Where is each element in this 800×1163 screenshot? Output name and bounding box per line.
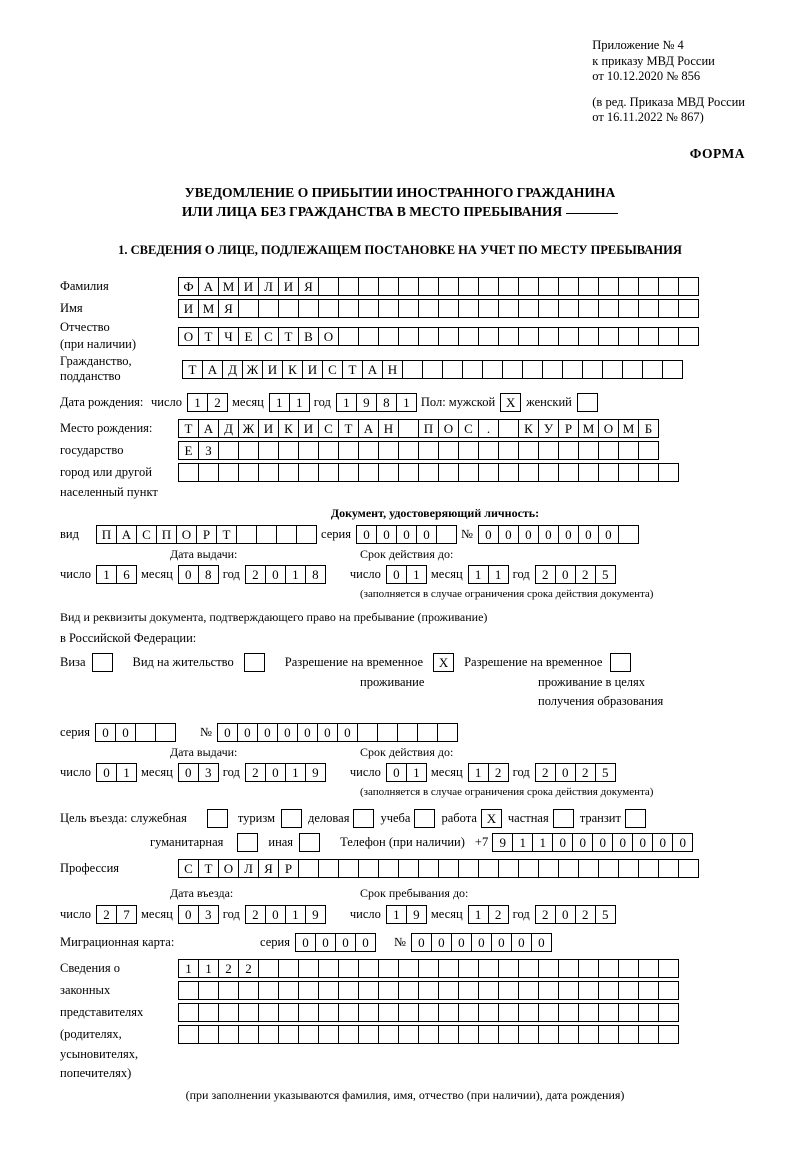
birthplace-input-row1[interactable]: Т А Д Ж И К И С Т А Н П О С . К У Р М О М Б	[178, 419, 658, 438]
purpose-service-checkbox[interactable]	[207, 809, 228, 828]
sex-female-label: женский	[526, 394, 572, 409]
row-doc-type	[60, 524, 750, 544]
form-word: ФОРМА	[689, 146, 745, 161]
purpose-other-checkbox[interactable]	[299, 833, 320, 852]
legal-rep-label-3: представителях	[60, 1004, 144, 1019]
stay-until-label: Срок пребывания до:	[360, 885, 469, 900]
stay-day-label: число	[349, 906, 381, 921]
row-doc-fill-note	[60, 586, 750, 602]
sex-male-label: Пол: мужской	[420, 394, 496, 409]
permit-number-input[interactable]: 0 0 0 0 0 0 0	[217, 723, 457, 742]
purpose-humanitarian-checkbox[interactable]	[237, 833, 258, 852]
doc-issue-day-label: число	[60, 566, 92, 581]
doc-fill-note: (заполняется в случае ограничения срока действия документа)	[360, 588, 654, 600]
legal-rep-label-5: усыновителях,	[60, 1047, 139, 1061]
phone-label: Телефон (при наличии)	[340, 834, 465, 849]
title-line-1: УВЕДОМЛЕНИЕ О ПРИБЫТИИ ИНОСТРАННОГО ГРАЖДАНИНА	[184, 185, 616, 200]
migration-card-label: Миграционная карта:	[60, 934, 175, 949]
header-line-4: (в ред. Приказа МВД России	[592, 94, 745, 109]
citizenship-label-line1: Гражданство,	[60, 354, 132, 368]
doc-valid-month-label: месяц	[430, 566, 463, 581]
row-legal-rep-2	[60, 980, 750, 1000]
row-birthplace-1	[60, 418, 750, 438]
purpose-service-label: Цель въезда: служебная	[60, 810, 187, 825]
doc-series-label: серия	[321, 526, 351, 541]
stay-day-input[interactable]: 1 9	[386, 905, 426, 924]
temp-residence-checkbox[interactable]: Х	[433, 653, 454, 672]
row-permit-date-labels	[60, 744, 750, 760]
row-migration-card	[60, 932, 750, 952]
permit-issue-month-input[interactable]: 0 3	[178, 763, 218, 782]
entry-day-input[interactable]: 2 7	[96, 905, 136, 924]
row-profession	[60, 858, 750, 878]
document-header	[592, 38, 745, 126]
doc-number-input[interactable]: 0 0 0 0 0 0 0	[478, 525, 638, 544]
phone-prefix: +7	[474, 834, 489, 849]
legal-rep-label-2: законных	[60, 982, 111, 997]
identity-doc-header: Документ, удостоверяющий личность:	[330, 506, 540, 520]
legal-rep-input-row3[interactable]	[178, 1003, 678, 1022]
row-name	[60, 298, 750, 318]
temp-residence-label-line2: проживание	[360, 675, 425, 689]
purpose-tourism-checkbox[interactable]	[281, 809, 302, 828]
permit-issue-day-label: число	[60, 764, 92, 779]
residence-permit-label: Вид на жительство	[132, 654, 234, 669]
permit-issue-month-label: месяц	[141, 764, 173, 779]
stay-year-input[interactable]: 2 0 2 5	[535, 905, 615, 924]
sex-male-checkbox[interactable]: Х	[500, 393, 521, 412]
birth-year-label: год	[313, 394, 331, 409]
permit-issue-year-input[interactable]: 2 0 1 9	[245, 763, 325, 782]
stay-month-label: месяц	[430, 906, 463, 921]
permit-header-line2: в Российской Федерации:	[60, 631, 197, 645]
permit-valid-month-input[interactable]: 1 2	[468, 763, 508, 782]
row-purpose-2	[60, 832, 750, 852]
row-purpose-1	[60, 808, 750, 828]
birth-year-input[interactable]: 1 9 8 1	[336, 393, 416, 412]
header-line-2: к приказу МВД России	[592, 53, 715, 68]
purpose-work-label: работа	[441, 810, 477, 825]
row-permit-series	[60, 722, 750, 742]
title-blank-line	[566, 213, 618, 214]
legal-rep-label-1: Сведения о	[60, 960, 120, 975]
edu-residence-label-line3: получения образования	[538, 694, 664, 708]
edu-residence-label: Разрешение на временное	[464, 654, 603, 669]
phone-input[interactable]: 9 1 1 0 0 0 0 0 0 0	[492, 833, 692, 852]
patronymic-sublabel: (при наличии)	[60, 337, 137, 351]
patronymic-label: Отчество	[60, 320, 110, 334]
residence-permit-checkbox[interactable]	[244, 653, 265, 672]
doc-issue-day-input[interactable]: 1 6	[96, 565, 136, 584]
legal-rep-input-row2[interactable]	[178, 981, 678, 1000]
section-1-title: 1. СВЕДЕНИЯ О ЛИЦЕ, ПОДЛЕЖАЩЕМ ПОСТАНОВКЕ НА УЧЕТ ПО МЕСТУ ПРЕБЫВАНИЯ	[118, 243, 682, 257]
purpose-other-label: иная	[268, 834, 294, 849]
stay-month-input[interactable]: 1 2	[468, 905, 508, 924]
visa-checkbox[interactable]	[92, 653, 113, 672]
purpose-work-checkbox[interactable]: Х	[481, 809, 502, 828]
row-permit-type	[60, 652, 750, 672]
temp-residence-label: Разрешение на временное	[284, 654, 424, 669]
row-birthplace-2	[60, 440, 750, 460]
row-permit-fill-note	[60, 784, 750, 800]
permit-issue-year-label: год	[222, 764, 240, 779]
permit-series-input[interactable]: 0 0	[95, 723, 175, 742]
entry-day-label: число	[60, 906, 92, 921]
surname-label: Фамилия	[60, 278, 109, 293]
purpose-transit-label: транзит	[579, 810, 621, 825]
birth-day-label: число	[151, 394, 183, 409]
permit-valid-month-label: месяц	[430, 764, 463, 779]
purpose-transit-checkbox[interactable]	[625, 809, 646, 828]
edu-residence-label-line2: проживание в целях	[538, 675, 646, 689]
birth-day-input[interactable]: 1 2	[187, 393, 227, 412]
purpose-business-label: деловая	[308, 810, 350, 825]
header-line-1: Приложение № 4	[592, 38, 684, 52]
legal-rep-input-row1[interactable]: 1 1 2 2	[178, 959, 678, 978]
profession-input[interactable]: С Т О Л Я Р	[178, 859, 698, 878]
legal-rep-input-row4[interactable]	[178, 1025, 678, 1044]
birthplace-input-row2[interactable]: Е З	[178, 441, 658, 460]
legal-rep-label-4: (родителях,	[60, 1026, 122, 1041]
purpose-study-label: учеба	[380, 810, 411, 825]
doc-number-label: №	[460, 526, 473, 541]
stay-year-label: год	[512, 906, 530, 921]
doc-type-label: вид	[60, 526, 79, 541]
permit-issue-day-input[interactable]: 0 1	[96, 763, 136, 782]
citizenship-label-line2: подданство	[60, 369, 121, 383]
purpose-tourism-label: туризм	[237, 810, 276, 825]
profession-label: Профессия	[60, 860, 120, 875]
legal-rep-label-6: попечителях)	[60, 1066, 132, 1080]
birth-month-input[interactable]: 1 1	[269, 393, 309, 412]
name-input[interactable]: И М Я	[178, 299, 698, 318]
purpose-humanitarian-label: гуманитарная	[150, 834, 224, 849]
edu-residence-checkbox[interactable]	[610, 653, 631, 672]
entry-date-label: Дата въезда:	[170, 885, 234, 900]
permit-valid-until-label: Срок действия до:	[360, 744, 454, 759]
doc-issue-year-input[interactable]: 2 0 1 8	[245, 565, 325, 584]
doc-series-input[interactable]: 0 0 0 0	[356, 525, 456, 544]
row-legal-rep-3	[60, 1002, 750, 1022]
permit-series-label: серия	[60, 724, 90, 739]
entry-year-input[interactable]: 2 0 1 9	[245, 905, 325, 924]
entry-year-label: год	[222, 906, 240, 921]
row-legal-rep-5	[60, 1046, 750, 1063]
birthplace-sublabel-1: государство	[60, 442, 124, 457]
row-permit-sublabels-1	[60, 674, 750, 691]
permit-number-label: №	[199, 724, 212, 739]
doc-valid-until-label: Срок действия до:	[360, 546, 454, 561]
row-permit-sublabels-2	[60, 693, 750, 710]
permit-valid-day-input[interactable]: 0 1	[386, 763, 426, 782]
entry-month-label: месяц	[141, 906, 173, 921]
visa-label: Виза	[60, 654, 86, 669]
doc-type-input[interactable]: П А С П О Р Т	[96, 525, 316, 544]
permit-issue-date-label: Дата выдачи:	[170, 744, 238, 759]
entry-month-input[interactable]: 0 3	[178, 905, 218, 924]
migration-number-input[interactable]: 0 0 0 0 0 0 0	[411, 933, 551, 952]
doc-issue-date-label: Дата выдачи:	[170, 546, 238, 561]
row-birthplace-3	[60, 462, 750, 482]
birthdate-label: Дата рождения:	[60, 394, 144, 409]
purpose-study-checkbox[interactable]	[414, 809, 435, 828]
birth-month-label: месяц	[232, 394, 264, 409]
migration-series-label: серия	[260, 934, 290, 949]
title-line-2: ИЛИ ЛИЦА БЕЗ ГРАЖДАНСТВА В МЕСТО ПРЕБЫВАНИЯ	[181, 204, 563, 219]
page-title	[0, 183, 800, 221]
row-doc-dates	[60, 564, 750, 584]
doc-valid-year-input[interactable]: 2 0 2 5	[535, 565, 615, 584]
doc-issue-month-input[interactable]: 0 8	[178, 565, 218, 584]
permit-fill-note: (заполняется в случае ограничения срока действия документа)	[360, 786, 654, 798]
row-doc-date-labels	[60, 546, 750, 562]
row-legal-rep-4	[60, 1024, 750, 1044]
purpose-private-label: частная	[507, 810, 549, 825]
birthplace-sublabel-3: населенный пункт	[60, 484, 158, 499]
row-entry-date-labels	[60, 884, 750, 902]
permit-header-line1: Вид и реквизиты документа, подтверждающего право на пребывание (проживание)	[60, 610, 488, 624]
doc-issue-month-label: месяц	[141, 566, 173, 581]
row-surname	[60, 276, 750, 296]
sex-female-checkbox[interactable]	[577, 393, 598, 412]
purpose-business-checkbox[interactable]	[353, 809, 374, 828]
permit-valid-year-label: год	[512, 764, 530, 779]
birthplace-sublabel-2: город или другой	[60, 464, 152, 479]
purpose-private-checkbox[interactable]	[553, 809, 574, 828]
footer-note: (при заполнении указываются фамилия, имя, отчество (при наличии), дата рождения)	[185, 1088, 625, 1102]
header-line-5: от 16.11.2022 № 867)	[592, 110, 704, 124]
doc-valid-year-label: год	[512, 566, 530, 581]
citizenship-input[interactable]: Т А Д Ж И К И С Т А Н	[182, 360, 682, 379]
row-patronymic	[60, 320, 750, 352]
doc-valid-day-label: число	[349, 566, 381, 581]
row-birthplace-4	[60, 484, 750, 500]
permit-valid-year-input[interactable]: 2 0 2 5	[535, 763, 615, 782]
row-legal-rep-6	[60, 1065, 750, 1082]
name-label: Имя	[60, 300, 83, 315]
birthplace-label: Место рождения:	[60, 420, 153, 435]
doc-issue-year-label: год	[222, 566, 240, 581]
header-line-3: от 10.12.2020 № 856	[592, 69, 701, 83]
doc-valid-day-input[interactable]: 0 1	[386, 565, 426, 584]
row-birthdate	[60, 392, 750, 412]
row-entry-dates	[60, 904, 750, 924]
migration-number-label: №	[393, 934, 406, 949]
patronymic-input[interactable]: О Т Ч Е С Т В О	[178, 327, 698, 346]
form-body	[60, 276, 750, 1103]
migration-series-input[interactable]: 0 0 0 0	[295, 933, 375, 952]
row-citizenship	[60, 354, 750, 384]
row-permit-dates	[60, 762, 750, 782]
permit-valid-day-label: число	[349, 764, 381, 779]
row-legal-rep-1	[60, 958, 750, 978]
surname-input[interactable]: Ф А М И Л И Я	[178, 277, 698, 296]
doc-valid-month-input[interactable]: 1 1	[468, 565, 508, 584]
birthplace-input-row3[interactable]	[178, 463, 678, 482]
